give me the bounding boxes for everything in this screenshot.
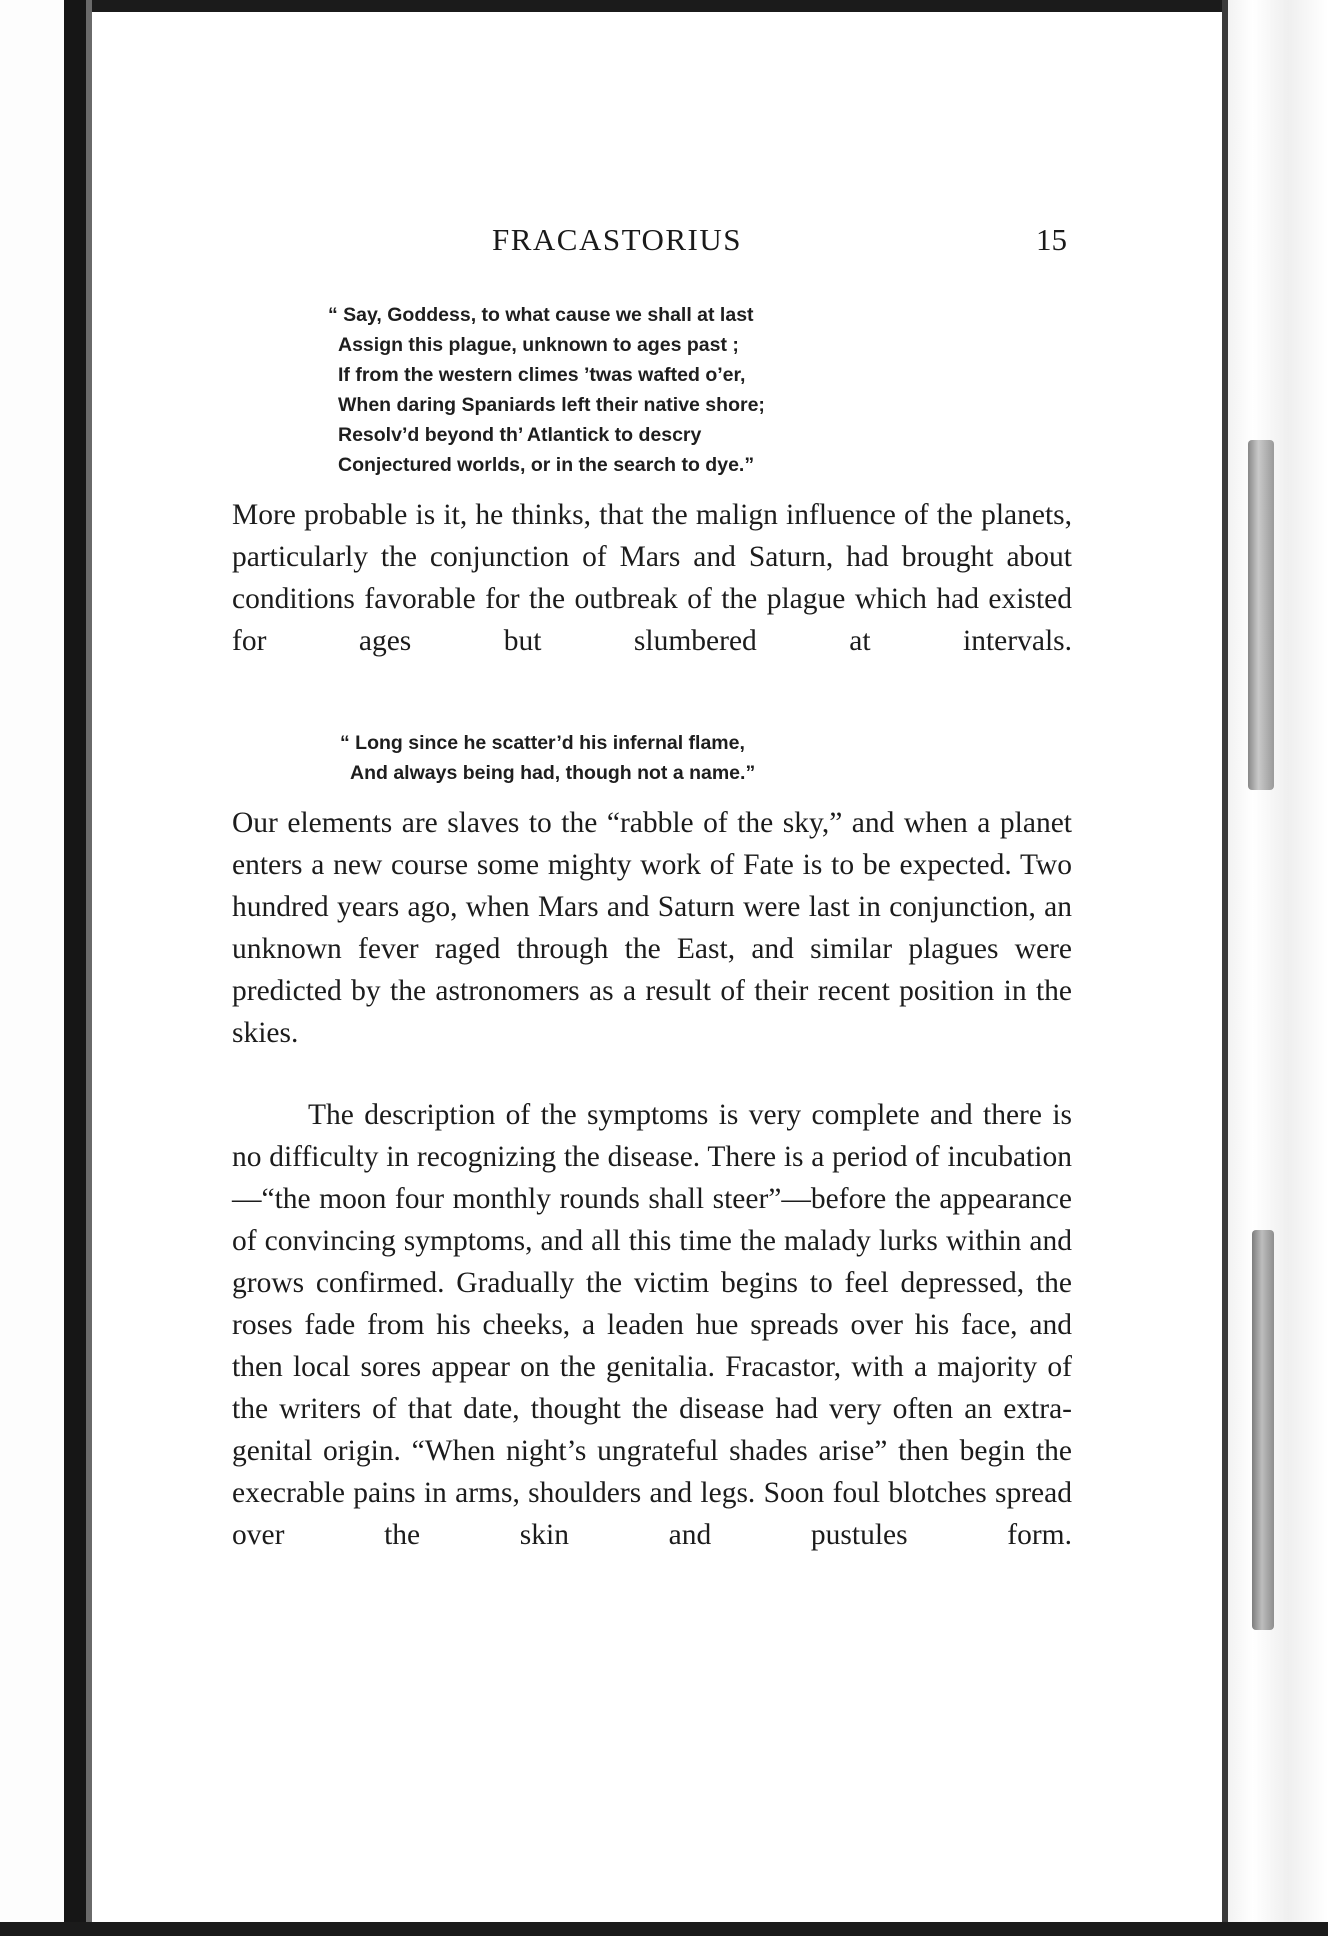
running-head [230,222,1070,262]
verse-line: “ Long since he scatter’d his infernal flame, [340,732,745,754]
verse-line: If from the western climes ’twas wafted o’er, [338,364,746,386]
fore-edge-shadow-upper [1248,440,1274,790]
book-fore-edge [1228,0,1328,1936]
verse-quote-1 [328,300,765,480]
verse-line: Resolv’d beyond th’ Atlantick to descry [338,424,702,446]
book-spine [64,0,86,1936]
spine-shadow [86,0,92,1936]
scan-bottom-edge [0,1922,1328,1936]
scan-left-margin [0,0,64,1936]
fore-edge-shadow-lower [1252,1230,1274,1630]
page-number: 15 [1036,222,1067,257]
verse-line: Conjectured worlds, or in the search to dye.” [338,454,755,476]
verse-line: “ Say, Goddess, to what cause we shall at last [328,304,754,326]
verse-line: And always being had, though not a name.” [350,762,756,784]
scan-top-edge [0,0,1328,12]
verse-line: Assign this plague, unknown to ages past ; [338,334,739,356]
body-paragraph-3: The description of the symptoms is very complete and there is no difficulty in recognizing the disease. There is a period of incubation—“the moon four monthly rounds shall steer”—before the appearance of convincing symptoms, and all this time the malady lurks within and grows confirmed. Gradually the victim begins to feel depressed, the roses fade from his cheeks, a leaden hue spreads over his face, and then local sores appear on the genitalia. Fracastor, with a majority of the writers of that date, thought the disease had very often an extra-genital origin. “When night’s ungrateful shades arise” then begin the execrable pains in arms, shoulders and legs. Soon foul blotches spread over the skin and pustules form. [232,1099,1072,1551]
verse-quote-2 [340,728,756,788]
running-title: FRACASTORIUS [492,222,743,257]
body-paragraph-1: More probable is it, he thinks, that the malign influence of the planets, particularly the conjunction of Mars and Saturn, had brought about conditions favorable for the outbreak of the plague which had existed for ages but slumbered at intervals. [232,499,1072,657]
verse-line: When daring Spaniards left their native shore; [338,394,765,416]
body-paragraph-2: Our elements are slaves to the “rabble of the sky,” and when a planet enters a new course some mighty work of Fate is to be expected. Two hundred years ago, when Mars and Saturn were last in conjunction, an unknown fever raged through the East, and similar plagues were predicted by the astronomers as a result of their recent position in the skies. [232,807,1072,1049]
